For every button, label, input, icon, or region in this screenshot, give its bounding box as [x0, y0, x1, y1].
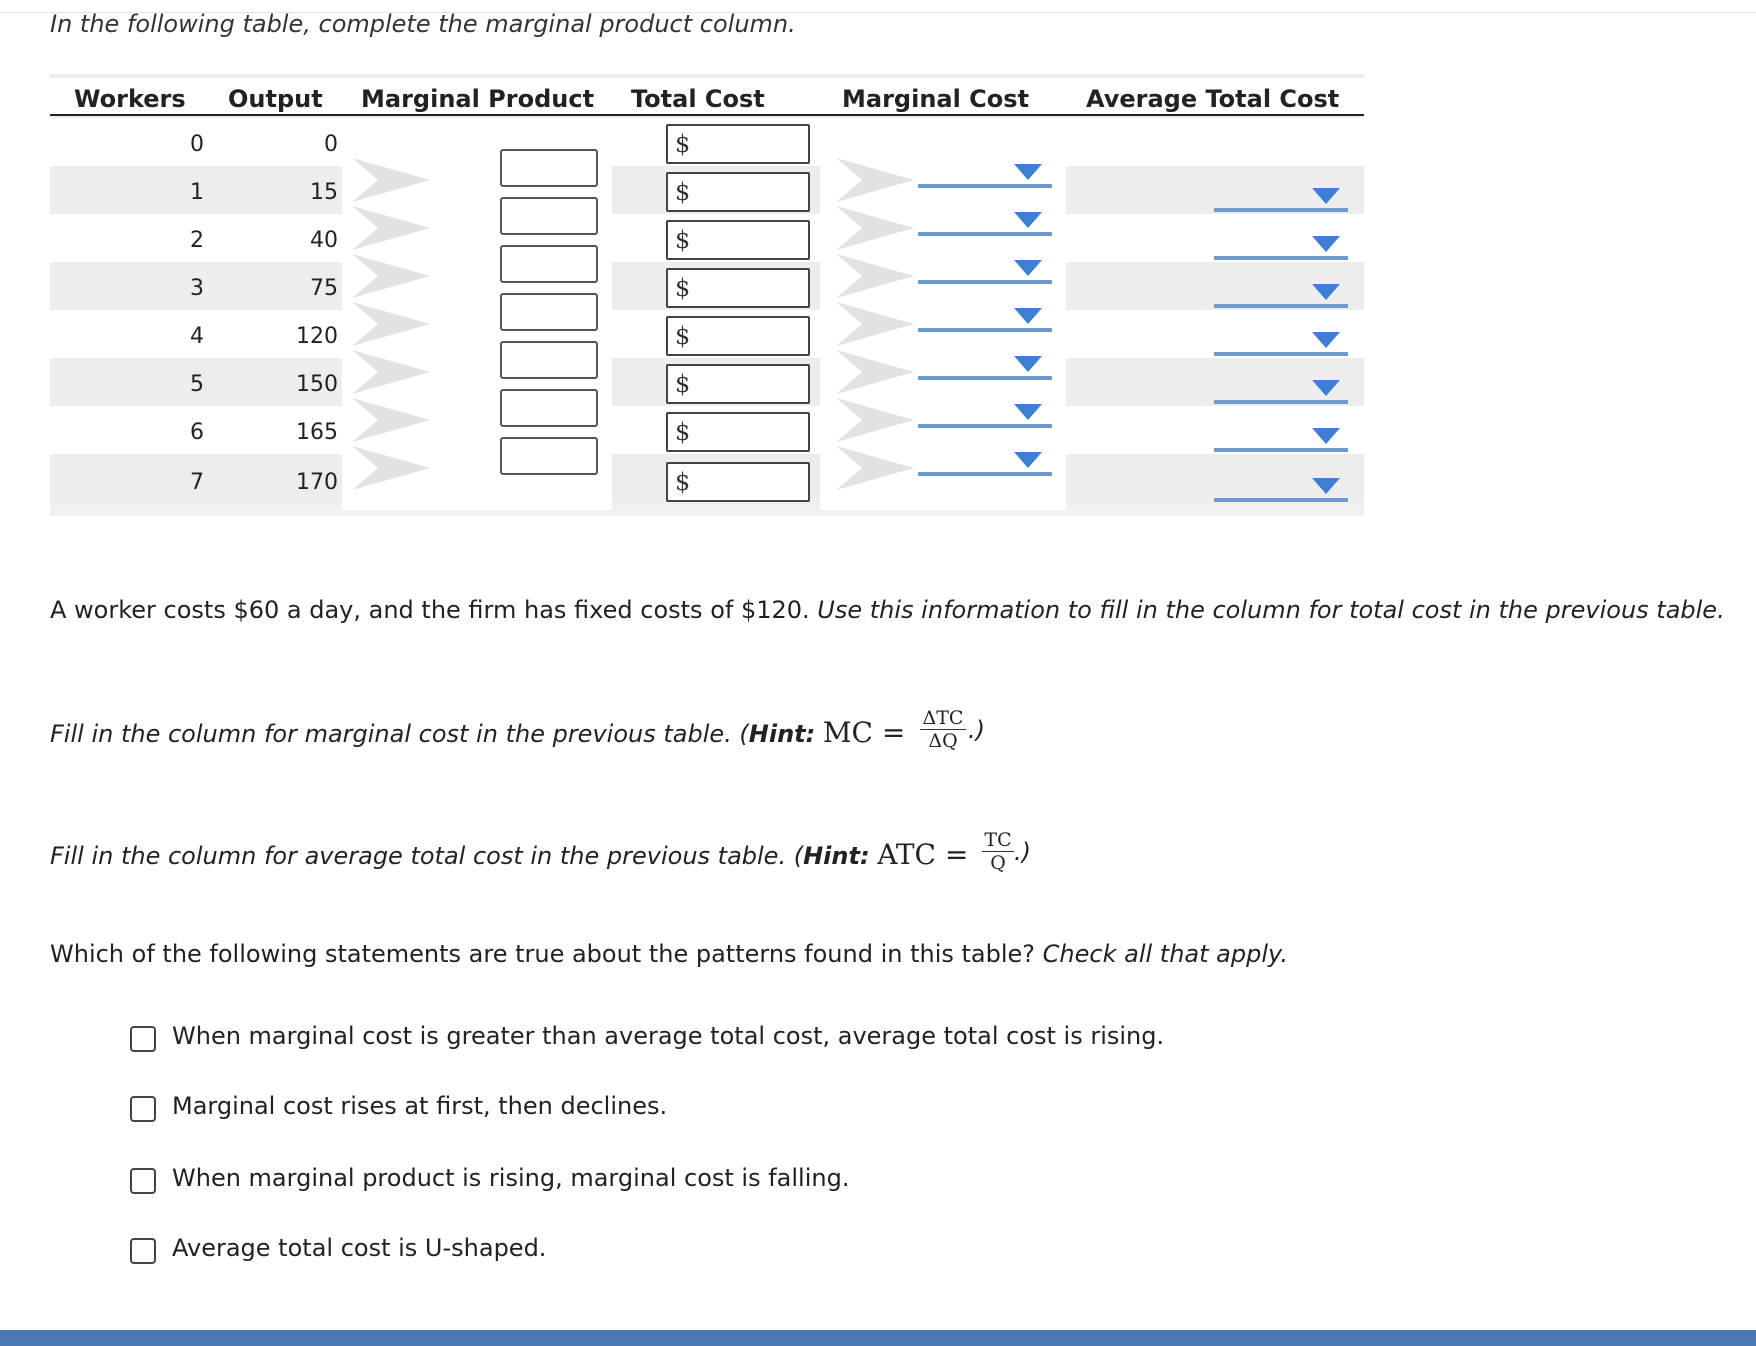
- checkbox[interactable]: [130, 1238, 156, 1264]
- dropdown-arrow-icon[interactable]: [1014, 308, 1042, 324]
- total-cost-input[interactable]: [666, 124, 810, 164]
- dollar-sign: $: [675, 226, 691, 254]
- mc-closing: .): [968, 716, 985, 744]
- dropdown-arrow-icon[interactable]: [1312, 284, 1340, 300]
- dropdown-arrow-icon[interactable]: [1312, 478, 1340, 494]
- mc-instruction-text: Fill in the column for marginal cost in the previous table. (: [50, 720, 749, 748]
- dropdown-underline: [918, 232, 1052, 236]
- dollar-sign: $: [675, 322, 691, 350]
- header-workers: Workers: [74, 85, 186, 113]
- workers-cell: 0: [190, 132, 204, 157]
- dropdown-underline: [1214, 498, 1348, 502]
- mc-formula-fraction: [920, 708, 966, 751]
- output-cell: 170: [296, 470, 338, 495]
- workers-cell: 6: [190, 420, 204, 445]
- dropdown-underline: [1214, 400, 1348, 404]
- workers-cell: 1: [190, 180, 204, 205]
- output-cell: 165: [296, 420, 338, 445]
- dollar-sign: $: [675, 468, 691, 496]
- option-label[interactable]: When marginal cost is greater than average total cost, average total cost is rising.: [172, 1022, 1165, 1050]
- header-output: Output: [228, 85, 323, 113]
- output-cell: 15: [310, 180, 338, 205]
- between-rows-chevron-icon: [836, 348, 916, 396]
- dollar-sign: $: [675, 274, 691, 302]
- cost-info-plain: A worker costs $60 a day, and the firm has fixed costs of $120.: [50, 596, 818, 624]
- between-rows-chevron-icon: [836, 300, 916, 348]
- dropdown-arrow-icon[interactable]: [1312, 332, 1340, 348]
- dollar-sign: $: [675, 418, 691, 446]
- dropdown-arrow-icon[interactable]: [1014, 260, 1042, 276]
- intro-instruction: In the following table, complete the marginal product column.: [50, 10, 796, 38]
- between-rows-chevron-icon: [836, 444, 916, 492]
- header-total-cost: Total Cost: [631, 85, 765, 113]
- total-cost-input[interactable]: [666, 316, 810, 356]
- marginal-product-input[interactable]: [500, 437, 598, 475]
- checkbox[interactable]: [130, 1096, 156, 1122]
- atc-instruction: [50, 838, 968, 871]
- taskbar-strip: [0, 1330, 1756, 1346]
- marginal-product-input[interactable]: [500, 341, 598, 379]
- dropdown-arrow-icon[interactable]: [1014, 452, 1042, 468]
- between-rows-chevron-icon: [352, 396, 432, 444]
- dropdown-underline: [918, 424, 1052, 428]
- atc-closing: .): [1014, 838, 1031, 866]
- between-rows-chevron-icon: [836, 156, 916, 204]
- dropdown-arrow-icon[interactable]: [1312, 380, 1340, 396]
- option-label[interactable]: Marginal cost rises at first, then declines.: [172, 1092, 668, 1120]
- dropdown-underline: [1214, 352, 1348, 356]
- between-rows-chevron-icon: [352, 348, 432, 396]
- total-cost-input[interactable]: [666, 268, 810, 308]
- dropdown-underline: [1214, 256, 1348, 260]
- between-rows-chevron-icon: [352, 444, 432, 492]
- mc-denominator: ΔQ: [928, 730, 958, 752]
- marginal-product-input[interactable]: [500, 293, 598, 331]
- checkbox[interactable]: [130, 1168, 156, 1194]
- between-rows-chevron-icon: [352, 300, 432, 348]
- marginal-product-input[interactable]: [500, 197, 598, 235]
- dropdown-arrow-icon[interactable]: [1312, 428, 1340, 444]
- between-rows-chevron-icon: [836, 252, 916, 300]
- output-cell: 0: [324, 132, 338, 157]
- atc-instruction-text: Fill in the column for average total cost in the previous table. (: [50, 842, 804, 870]
- cost-table: [50, 74, 1364, 516]
- workers-cell: 5: [190, 372, 204, 397]
- atc-formula-fraction: [982, 830, 1014, 873]
- dropdown-arrow-icon[interactable]: [1014, 212, 1042, 228]
- question-plain: Which of the following statements are true about the patterns found in this table?: [50, 940, 1043, 968]
- dropdown-arrow-icon[interactable]: [1014, 164, 1042, 180]
- cost-info-italic: Use this information to fill in the column for total cost in the previous table.: [817, 596, 1725, 624]
- checkbox[interactable]: [130, 1026, 156, 1052]
- marginal-product-input[interactable]: [500, 149, 598, 187]
- dropdown-arrow-icon[interactable]: [1014, 356, 1042, 372]
- header-average-total-cost: Average Total Cost: [1086, 85, 1340, 113]
- workers-cell: 7: [190, 470, 204, 495]
- marginal-product-input[interactable]: [500, 389, 598, 427]
- atc-numerator: TC: [984, 829, 1012, 851]
- total-cost-input[interactable]: [666, 220, 810, 260]
- mc-numerator: ΔTC: [922, 707, 964, 729]
- dropdown-underline: [918, 376, 1052, 380]
- total-cost-input[interactable]: [666, 364, 810, 404]
- output-cell: 75: [310, 276, 338, 301]
- output-cell: 40: [310, 228, 338, 253]
- output-cell: 150: [296, 372, 338, 397]
- dropdown-underline: [1214, 448, 1348, 452]
- cost-info-text: [50, 596, 1725, 624]
- output-cell: 120: [296, 324, 338, 349]
- atc-formula-lhs: ATC =: [877, 838, 969, 871]
- mc-formula-lhs: MC =: [822, 716, 906, 749]
- atc-hint-label: Hint:: [803, 842, 870, 870]
- atc-denominator: Q: [990, 852, 1006, 874]
- header-marginal-product: Marginal Product: [361, 85, 595, 113]
- workers-cell: 2: [190, 228, 204, 253]
- option-label[interactable]: When marginal product is rising, marginal cost is falling.: [172, 1164, 850, 1192]
- dropdown-underline: [918, 280, 1052, 284]
- table-header: [50, 74, 1364, 116]
- workers-cell: 3: [190, 276, 204, 301]
- between-rows-chevron-icon: [352, 204, 432, 252]
- total-cost-input[interactable]: [666, 172, 810, 212]
- mc-hint-label: Hint:: [748, 720, 816, 748]
- dropdown-underline: [918, 184, 1052, 188]
- header-marginal-cost: Marginal Cost: [842, 85, 1030, 113]
- option-label[interactable]: Average total cost is U-shaped.: [172, 1234, 547, 1262]
- between-rows-chevron-icon: [836, 204, 916, 252]
- dropdown-underline: [918, 328, 1052, 332]
- between-rows-chevron-icon: [352, 252, 432, 300]
- dollar-sign: $: [675, 130, 691, 158]
- total-cost-input[interactable]: [666, 462, 810, 502]
- dropdown-arrow-icon[interactable]: [1014, 404, 1042, 420]
- marginal-product-input[interactable]: [500, 245, 598, 283]
- between-rows-chevron-icon: [836, 396, 916, 444]
- dropdown-underline: [918, 472, 1052, 476]
- patterns-question: [50, 940, 1288, 968]
- dollar-sign: $: [675, 178, 691, 206]
- dropdown-arrow-icon[interactable]: [1312, 236, 1340, 252]
- workers-cell: 4: [190, 324, 204, 349]
- question-italic: Check all that apply.: [1042, 940, 1288, 968]
- total-cost-input[interactable]: [666, 412, 810, 452]
- dropdown-underline: [1214, 304, 1348, 308]
- between-rows-chevron-icon: [352, 156, 432, 204]
- dropdown-underline: [1214, 208, 1348, 212]
- dollar-sign: $: [675, 370, 691, 398]
- dropdown-arrow-icon[interactable]: [1312, 188, 1340, 204]
- mc-instruction: [50, 716, 905, 749]
